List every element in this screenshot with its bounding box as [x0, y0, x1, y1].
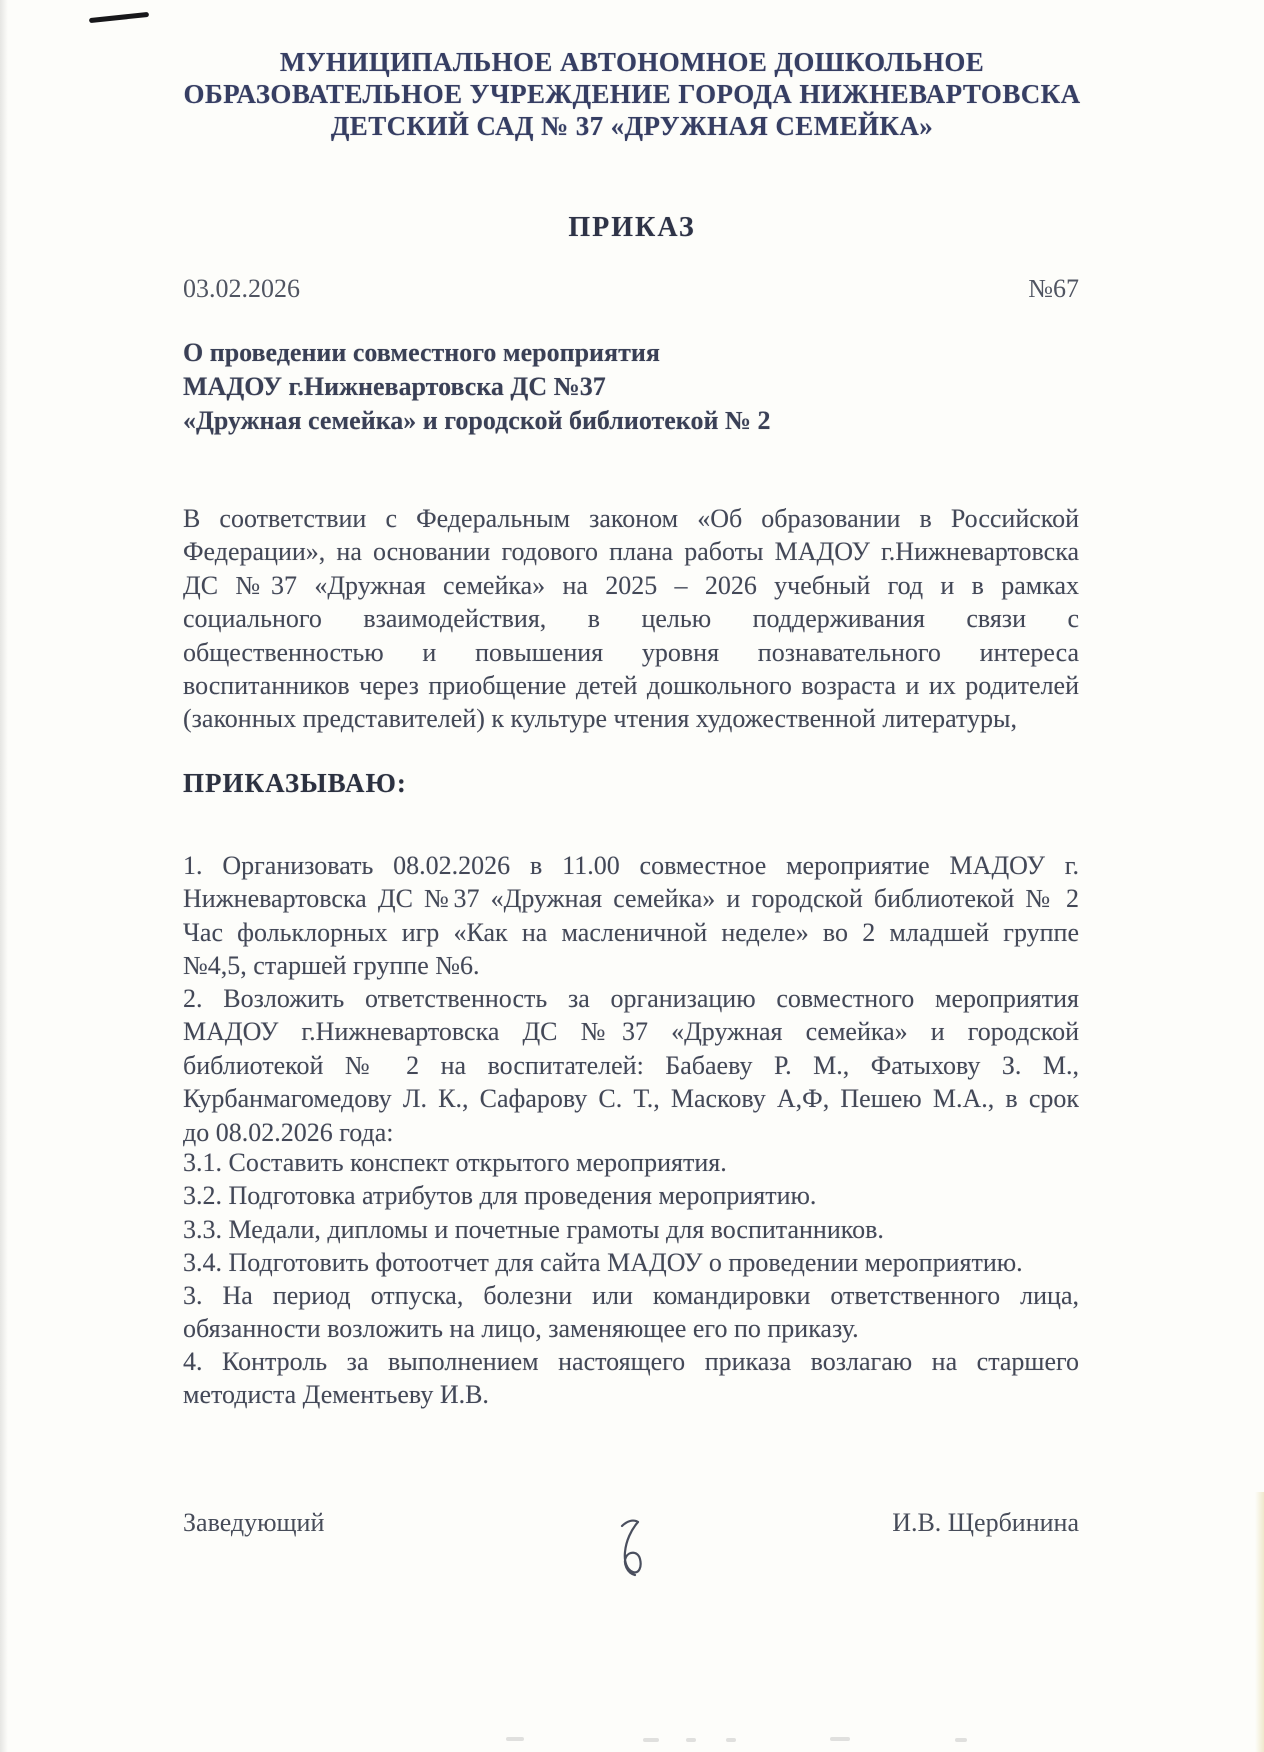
- scan-smudge: [830, 1737, 850, 1741]
- document-date: 03.02.2026: [183, 274, 300, 303]
- order-item-line: Час фольклорных игр «Как на масленичной неделе» во 2 младшей группе: [183, 917, 1079, 947]
- order-item-1: [183, 849, 1079, 983]
- order-item-line: до 08.02.2026 года:: [183, 1117, 394, 1147]
- order-item-line: обязанности возложить на лицо, заменяющее его по приказу.: [183, 1314, 859, 1344]
- preamble-line: (законных представителей) к культуре чтения художественной литературы,: [183, 704, 1017, 734]
- organization-name-line: ДЕТСКИЙ САД № 37 «ДРУЖНАЯ СЕМЕЙКА»: [330, 111, 934, 141]
- order-sub-item-line: 3.3. Медали, дипломы и почетные грамоты для воспитанников.: [183, 1214, 884, 1244]
- scan-smudge: [686, 1738, 696, 1742]
- preamble-line: социального взаимодействия, в целью поддерживания связи с: [183, 604, 1079, 634]
- order-item-4: [183, 1345, 1079, 1412]
- preamble-paragraph: [183, 502, 1079, 736]
- subject-line: МАДОУ г.Нижневартовска ДС №37: [183, 372, 606, 401]
- preamble-line: Федерации», на основании годового плана работы МАДОУ г.Нижневартовска: [183, 537, 1079, 567]
- scan-smudge: [506, 1737, 524, 1741]
- handwritten-signature-icon: [612, 1518, 652, 1578]
- scan-smudge: [955, 1738, 967, 1742]
- document-meta-row: [183, 274, 1079, 304]
- pen-stroke-mark: [89, 12, 149, 23]
- order-item-line: 2. Возложить ответственность за организацию совместного мероприятия: [183, 984, 1079, 1013]
- document-type-title: ПРИКАЗ: [568, 212, 696, 243]
- organization-header: [0, 46, 1264, 142]
- order-sub-item-line: 3.1. Составить конспект открытого мероприятия.: [183, 1148, 727, 1177]
- organization-name-line: ОБРАЗОВАТЕЛЬНОЕ УЧРЕЖДЕНИЕ ГОРОДА НИЖНЕВАРТОВСКА: [183, 79, 1081, 109]
- order-item-line: МАДОУ г.Нижневартовска ДС №37 «Дружная семейка» и городской: [183, 1017, 1079, 1047]
- order-sub-item-line: 3.4. Подготовить фотоотчет для сайта МАДОУ о проведении мероприятию.: [183, 1248, 1023, 1278]
- order-item-line: 4. Контроль за выполнением настоящего приказа возлагаю на старшего: [183, 1347, 1079, 1376]
- order-item-line: Нижневартовска ДС №37 «Дружная семейка» и городской библиотекой № 2: [183, 884, 1079, 914]
- order-item-3: [183, 1279, 1079, 1346]
- subject-line: «Дружная семейка» и городской библиотекой № 2: [183, 406, 771, 435]
- order-item-line: Курбанмагомедову Л. К., Сафарову С. Т., Маскову А,Ф, Пешею М.А., в срок: [183, 1084, 1079, 1114]
- document-subject: [183, 336, 1079, 438]
- preamble-line: воспитанников через приобщение детей дошкольного возраста и их родителей: [183, 670, 1079, 700]
- order-item-line: 1. Организовать 08.02.2026 в 11.00 совместное мероприятие МАДОУ г.: [183, 851, 1079, 880]
- order-sub-item-line: 3.2. Подготовка атрибутов для проведения мероприятию.: [183, 1181, 817, 1211]
- scan-smudge: [643, 1738, 659, 1742]
- document-number: №67: [1028, 274, 1079, 303]
- order-item-line: библиотекой № 2 на воспитателей: Бабаеву Р. М., Фатыхову З. М.,: [183, 1050, 1079, 1080]
- subject-line: О проведении совместного мероприятия: [183, 338, 660, 367]
- order-item-line: методиста Дементьеву И.В.: [183, 1380, 489, 1410]
- signature-position-title: Заведующий: [183, 1508, 325, 1537]
- orders-heading: ПРИКАЗЫВАЮ:: [183, 768, 407, 798]
- preamble-line: общественностью и повышения уровня познавательного интереса: [183, 637, 1079, 667]
- organization-name-line: МУНИЦИПАЛЬНОЕ АВТОНОМНОЕ ДОШКОЛЬНОЕ: [279, 47, 985, 77]
- preamble-line: В соответствии с Федеральным законом «Об образовании в Российской: [183, 504, 1079, 533]
- preamble-line: ДС №37 «Дружная семейка» на 2025 – 2026 учебный год и в рамках: [183, 570, 1079, 600]
- order-sub-items: [183, 1146, 1079, 1280]
- order-item-2: [183, 982, 1079, 1149]
- scan-smudge: [726, 1738, 736, 1742]
- signature-name: И.В. Щербинина: [892, 1508, 1079, 1537]
- order-item-line: №4,5, старшей группе №6.: [183, 951, 480, 981]
- order-item-line: 3. На период отпуска, болезни или командировки ответственного лица,: [183, 1281, 1079, 1310]
